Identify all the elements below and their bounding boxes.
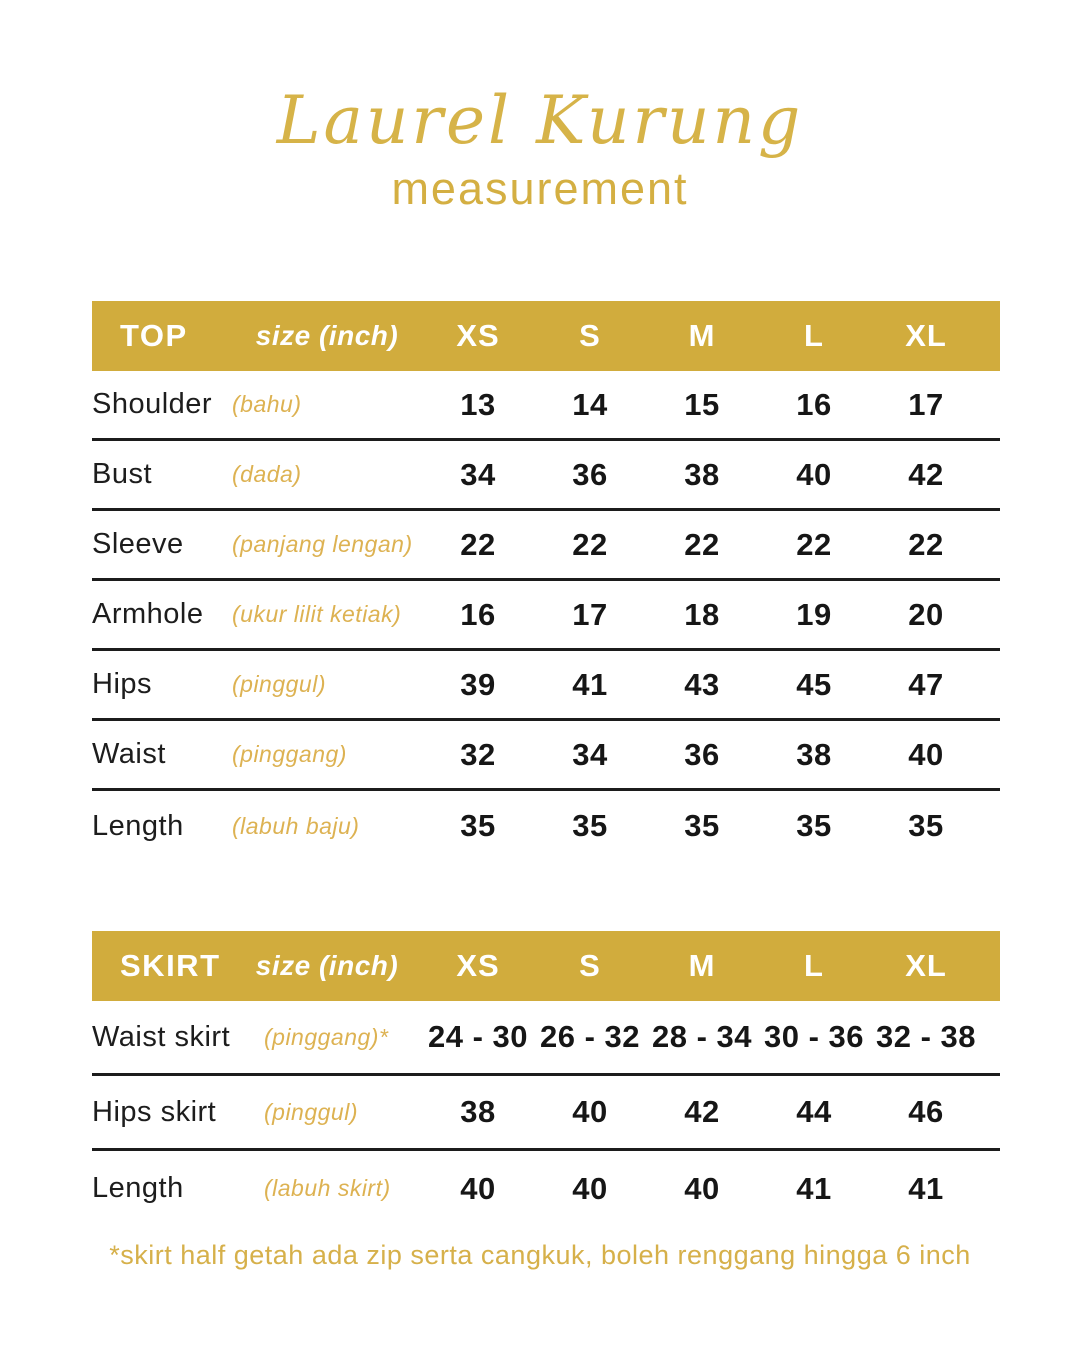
row-sublabel-malay: (labuh baju) (232, 812, 360, 839)
value-l: 22 (796, 526, 832, 562)
size-header-xs: XS (456, 318, 500, 354)
table-row-hips-skirt (92, 1076, 1000, 1151)
value-xl: 35 (908, 808, 944, 844)
value-m: 40 (684, 1170, 720, 1206)
row-sublabel-malay: (labuh skirt) (264, 1175, 391, 1202)
value-m: 28 - 34 (651, 1019, 752, 1055)
row-sublabel-malay: (ukur lilit ketiak) (232, 601, 402, 628)
table-row-hips (92, 651, 1000, 721)
value-xl: 47 (908, 666, 944, 702)
value-s: 36 (572, 456, 608, 492)
value-xs: 35 (460, 808, 496, 844)
value-xs: 40 (460, 1170, 496, 1206)
top-measurement-table (92, 301, 1000, 861)
value-l: 40 (796, 456, 832, 492)
value-m: 22 (684, 526, 720, 562)
top-size-unit-label: size (inch) (255, 320, 399, 352)
skirt-measurement-table (92, 931, 1000, 1226)
row-label: Bust (92, 458, 153, 491)
row-sublabel-malay: (pinggang) (232, 741, 347, 768)
value-m: 38 (684, 456, 720, 492)
row-label: Hips (92, 668, 153, 701)
value-l: 38 (796, 736, 832, 772)
value-m: 18 (684, 596, 720, 632)
value-s: 26 - 32 (539, 1019, 640, 1055)
row-sublabel-malay: (dada) (232, 461, 302, 488)
table-row-waist-skirt (92, 1001, 1000, 1076)
size-header-m: M (688, 318, 716, 354)
skirt-table-title: SKIRT (120, 948, 221, 984)
value-xl: 41 (908, 1170, 944, 1206)
size-header-s: S (579, 318, 601, 354)
row-label: Hips skirt (92, 1095, 217, 1128)
table-row-waist (92, 721, 1000, 791)
row-sublabel-malay: (pinggul) (264, 1098, 358, 1125)
table-row-shoulder (92, 371, 1000, 441)
value-xs: 32 (460, 736, 496, 772)
value-m: 42 (684, 1094, 720, 1130)
value-l: 45 (796, 666, 832, 702)
skirt-footnote: *skirt half getah ada zip serta cangkuk, boleh renggang hingga 6 inch (109, 1240, 971, 1271)
row-label: Armhole (92, 598, 204, 631)
value-l: 16 (796, 386, 832, 422)
skirt-size-unit-label: size (inch) (255, 950, 399, 982)
skirt-table-header-bar (92, 931, 1000, 1001)
row-label: Length (92, 1172, 184, 1205)
value-l: 35 (796, 808, 832, 844)
row-label: Shoulder (92, 388, 213, 421)
value-xs: 38 (460, 1094, 496, 1130)
value-xl: 32 - 38 (875, 1019, 976, 1055)
value-m: 43 (684, 666, 720, 702)
value-xs: 22 (460, 526, 496, 562)
value-xs: 39 (460, 666, 496, 702)
top-table-title: TOP (120, 318, 188, 354)
page-title: Laurel Kurung (276, 82, 804, 159)
size-header-l: L (804, 318, 824, 354)
value-xl: 17 (908, 386, 944, 422)
value-m: 35 (684, 808, 720, 844)
value-l: 44 (796, 1094, 832, 1130)
row-sublabel-malay: (pinggul) (232, 671, 326, 698)
size-header-m: M (688, 948, 716, 984)
page-subtitle: measurement (391, 163, 689, 215)
row-sublabel-malay: (panjang lengan) (232, 531, 413, 558)
value-s: 34 (572, 736, 608, 772)
value-s: 35 (572, 808, 608, 844)
table-row-sleeve (92, 511, 1000, 581)
row-sublabel-malay: (bahu) (232, 391, 302, 418)
value-xs: 34 (460, 456, 496, 492)
value-xl: 42 (908, 456, 944, 492)
value-m: 15 (684, 386, 720, 422)
value-l: 19 (796, 596, 832, 632)
value-xl: 22 (908, 526, 944, 562)
value-xs: 13 (460, 386, 496, 422)
value-s: 14 (572, 386, 608, 422)
row-label: Waist (92, 738, 166, 771)
row-label: Length (92, 809, 184, 842)
header (0, 0, 1080, 215)
value-s: 17 (572, 596, 608, 632)
row-label: Waist skirt (92, 1020, 231, 1053)
value-l: 30 - 36 (763, 1019, 864, 1055)
value-s: 41 (572, 666, 608, 702)
size-header-l: L (804, 948, 824, 984)
value-xl: 20 (908, 596, 944, 632)
value-l: 41 (796, 1170, 832, 1206)
value-s: 40 (572, 1094, 608, 1130)
table-row-armhole (92, 581, 1000, 651)
table-row-length-skirt (92, 1151, 1000, 1226)
value-s: 22 (572, 526, 608, 562)
size-header-xs: XS (456, 948, 500, 984)
value-xs: 24 - 30 (427, 1019, 528, 1055)
size-header-s: S (579, 948, 601, 984)
row-label: Sleeve (92, 528, 184, 561)
value-s: 40 (572, 1170, 608, 1206)
size-header-xl: XL (905, 318, 947, 354)
value-xl: 46 (908, 1094, 944, 1130)
top-table-header-bar (92, 301, 1000, 371)
value-m: 36 (684, 736, 720, 772)
table-row-bust (92, 441, 1000, 511)
value-xs: 16 (460, 596, 496, 632)
table-row-length-top (92, 791, 1000, 861)
value-xl: 40 (908, 736, 944, 772)
row-sublabel-malay: (pinggang)* (264, 1023, 389, 1050)
size-header-xl: XL (905, 948, 947, 984)
